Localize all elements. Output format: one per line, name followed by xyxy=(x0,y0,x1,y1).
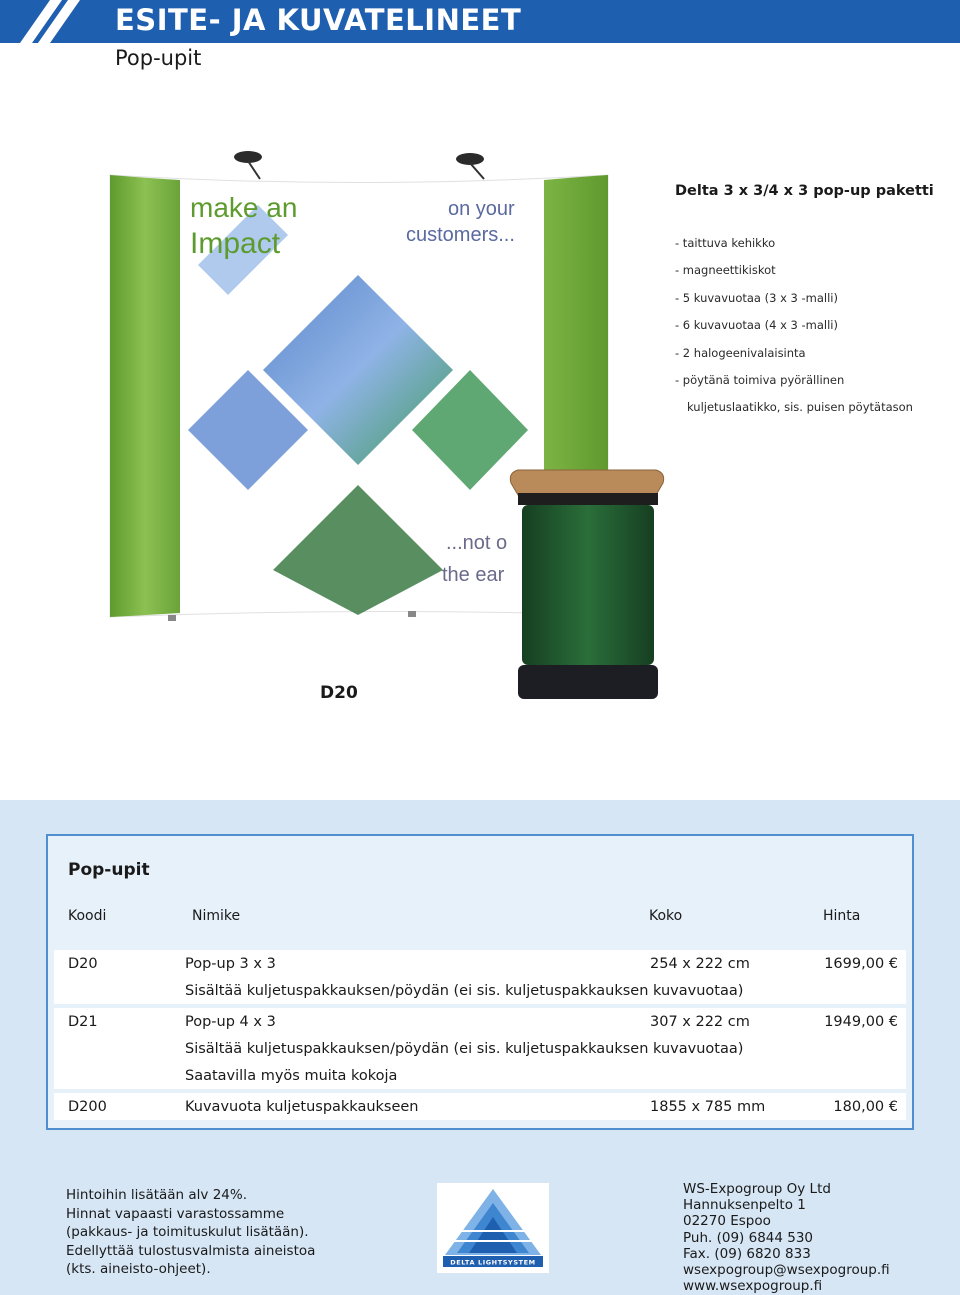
column-header-code: Koodi xyxy=(68,908,107,924)
feature-item: - magneettikiskot xyxy=(675,263,776,278)
price-table xyxy=(46,834,914,1130)
table-row xyxy=(54,1008,906,1089)
row-name: Kuvavuota kuljetuspakkaukseen xyxy=(185,1099,419,1115)
column-header-name: Nimike xyxy=(192,908,241,924)
product-code-label: D20 xyxy=(320,683,358,703)
table-row xyxy=(54,1093,906,1120)
delta-lightsystem-logo xyxy=(437,1183,549,1273)
features-list xyxy=(675,236,913,428)
header-stripes-icon xyxy=(0,0,100,43)
feature-item: - taittuva kehikko xyxy=(675,236,776,250)
company-address: Hannuksenpelto 1 xyxy=(683,1197,806,1214)
footer-note: Hinnat vapaasti varastossamme xyxy=(66,1205,285,1222)
footer-notes xyxy=(66,1186,315,1279)
row-size: 307 x 222 cm xyxy=(650,1014,750,1030)
row-note: Sisältää kuljetuspakkauksen/pöydän (ei sis. kuljetuspakkauksen kuvavuotaa) xyxy=(185,1041,744,1057)
halogen-lamp-left-icon xyxy=(234,151,262,179)
column-header-price: Hinta xyxy=(823,908,861,924)
row-size: 254 x 222 cm xyxy=(650,956,750,972)
company-city: 02270 Espoo xyxy=(683,1213,771,1230)
row-price: 180,00 € xyxy=(833,1099,898,1115)
company-name: WS-Expogroup Oy Ltd xyxy=(683,1181,831,1197)
feature-item: - 5 kuvavuotaa (3 x 3 -malli) xyxy=(675,290,838,305)
header-bar xyxy=(0,0,960,43)
footer-note: Hintoihin lisätään alv 24%. xyxy=(66,1187,248,1203)
row-price: 1949,00 € xyxy=(824,1014,898,1030)
svg-text:on your: on your xyxy=(448,198,515,220)
row-code: D20 xyxy=(68,956,98,972)
svg-text:...not o: ...not o xyxy=(446,532,508,554)
product-image xyxy=(108,145,698,705)
table-row xyxy=(54,950,906,1004)
halogen-lamp-right-icon xyxy=(456,153,484,179)
footer-note: Edellyttää tulostusvalmista aineistoa xyxy=(66,1242,316,1259)
page-subtitle: Pop-upit xyxy=(115,46,202,70)
row-name: Pop-up 4 x 3 xyxy=(185,1014,276,1030)
footer-note: (pakkaus- ja toimituskulut lisätään). xyxy=(66,1224,309,1240)
svg-text:DELTA LIGHTSYSTEM: DELTA LIGHTSYSTEM xyxy=(450,1258,536,1267)
row-name: Pop-up 3 x 3 xyxy=(185,956,276,972)
row-note: Sisältää kuljetuspakkauksen/pöydän (ei sis. kuljetuspakkauksen kuvavuotaa) xyxy=(185,983,744,999)
row-price: 1699,00 € xyxy=(824,956,898,972)
feature-item: - pöytänä toimiva pyörällinen xyxy=(675,372,845,387)
svg-text:make an: make an xyxy=(190,192,298,223)
row-note: Saatavilla myös muita kokoja xyxy=(185,1068,398,1084)
price-table-title: Pop-upit xyxy=(68,860,150,880)
column-header-size: Koko xyxy=(649,908,683,924)
feature-item: kuljetuslaatikko, sis. puisen pöytätason xyxy=(687,400,913,415)
company-website-link[interactable]: www.wsexpogroup.fi xyxy=(683,1278,823,1295)
company-email-link[interactable]: wsexpogroup@wsexpogroup.fi xyxy=(683,1262,890,1279)
company-fax: Fax. (09) 6820 833 xyxy=(683,1245,811,1262)
features-title: Delta 3 x 3/4 x 3 pop-up paketti xyxy=(675,183,934,199)
svg-text:customers...: customers... xyxy=(406,224,515,246)
feature-item: - 6 kuvavuotaa (4 x 3 -malli) xyxy=(675,318,838,333)
footer-note: (kts. aineisto-ohjeet). xyxy=(66,1261,211,1277)
page-title: ESITE- JA KUVATELINEET xyxy=(115,3,522,37)
company-contact xyxy=(683,1181,890,1294)
price-table-rows xyxy=(54,950,906,1124)
feature-item: - 2 halogeenivalaisinta xyxy=(675,345,806,360)
svg-text:Impact: Impact xyxy=(190,227,281,260)
row-size: 1855 x 785 mm xyxy=(650,1099,766,1115)
svg-text:the ear: the ear xyxy=(442,564,505,586)
transport-case-counter xyxy=(510,470,663,699)
company-phone: Puh. (09) 6844 530 xyxy=(683,1229,814,1246)
row-code: D200 xyxy=(68,1099,107,1115)
row-code: D21 xyxy=(68,1014,98,1030)
